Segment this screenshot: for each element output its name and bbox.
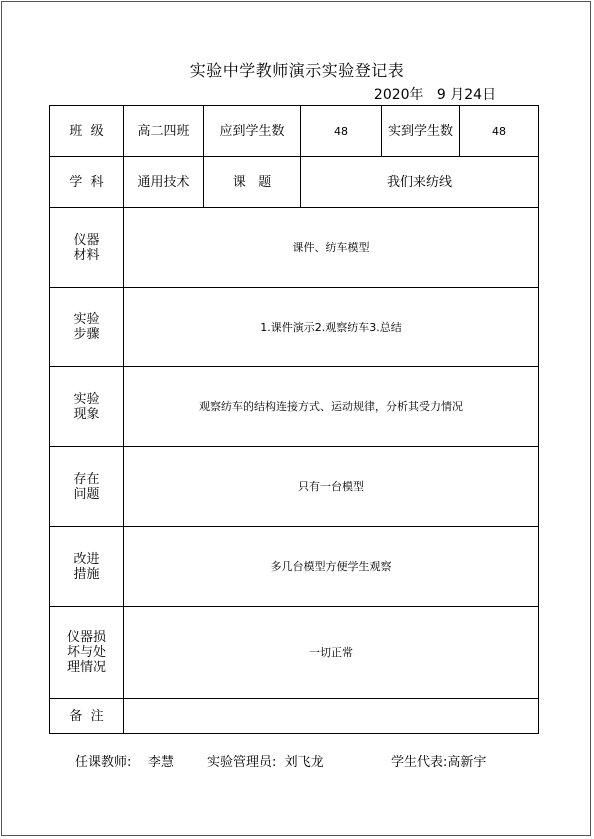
problems-value: 只有一台模型: [124, 447, 539, 527]
steps-value: 1.课件演示2.观察纺车3.总结: [124, 288, 539, 367]
table-row-problems: [50, 447, 539, 527]
expected-students-label: 应到学生数: [204, 106, 301, 157]
lab-manager-signature: 实验管理员: 刘飞龙: [207, 755, 324, 770]
table-row-phenomena: [50, 367, 539, 447]
topic-label: 课 题: [204, 157, 301, 208]
form-title: 实验中学教师演示实验登记表: [189, 61, 405, 80]
damage-value: 一切正常: [124, 607, 539, 699]
table-row-materials: [50, 208, 539, 288]
teacher-signature: 任课教师: 李慧: [75, 755, 174, 770]
table-row-damage: [50, 607, 539, 699]
materials-label: 仪器 材料: [50, 208, 124, 288]
materials-value: 课件、纺车模型: [124, 208, 539, 288]
class-label: 班 级: [50, 106, 124, 157]
class-value: 高二四班: [124, 106, 204, 157]
topic-value: 我们来纺线: [301, 157, 539, 208]
table-row-subject: [50, 157, 539, 208]
table-row-steps: [50, 288, 539, 367]
expected-students-value: 48: [301, 106, 382, 157]
table-row-remarks: [50, 699, 539, 734]
remarks-label: 备 注: [50, 699, 124, 734]
registration-table: [49, 105, 539, 734]
student-representative-signature: 学生代表:高新宇: [391, 755, 487, 770]
subject-value: 通用技术: [124, 157, 204, 208]
actual-students-value: 48: [460, 106, 539, 157]
improvements-value: 多几台模型方便学生观察: [124, 527, 539, 607]
improvements-label: 改进 措施: [50, 527, 124, 607]
steps-label: 实验 步骤: [50, 288, 124, 367]
table-row-improvements: [50, 527, 539, 607]
damage-label: 仪器损 坏与处 理情况: [50, 607, 124, 699]
phenomena-value: 观察纺车的结构连接方式、运动规律，分析其受力情况: [124, 367, 539, 447]
table-row-class: [50, 106, 539, 157]
remarks-value: [124, 699, 539, 734]
actual-students-label: 实到学生数: [382, 106, 460, 157]
phenomena-label: 实验 现象: [50, 367, 124, 447]
subject-label: 学 科: [50, 157, 124, 208]
form-date: 2020年 9 月24日: [373, 87, 497, 103]
problems-label: 存在 问题: [50, 447, 124, 527]
